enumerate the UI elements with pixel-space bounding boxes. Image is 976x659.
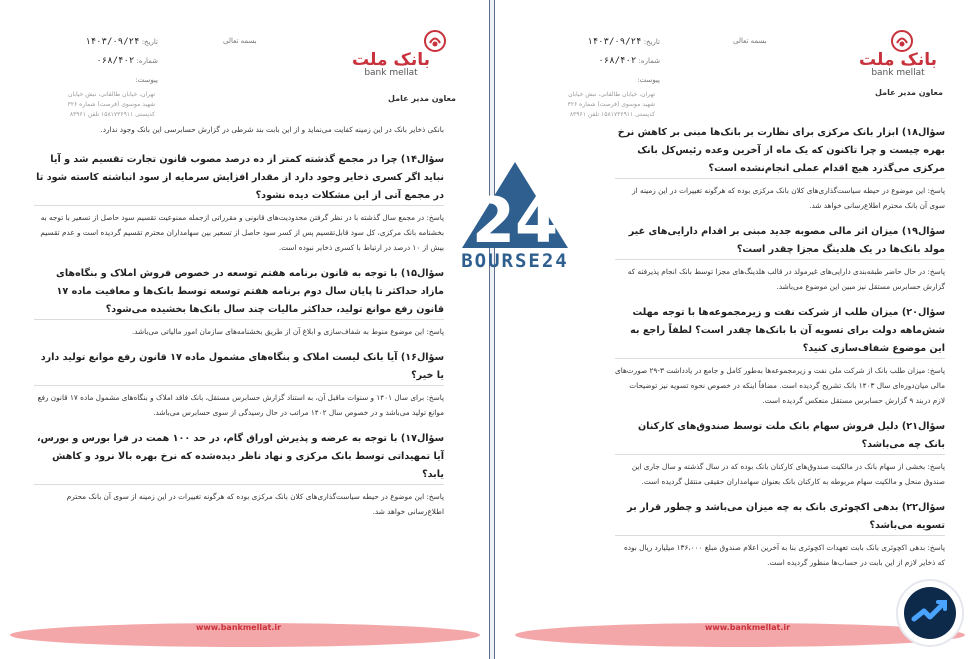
attachment-label: پیوست:: [135, 76, 158, 84]
address-line: کدپستی ۱۵۸۱۷۳۶۹۱۱ تلفن ۸۳۹۶۱: [69, 111, 155, 118]
bank-mellat-logo-icon: [891, 30, 913, 52]
bourse24-logo-icon: [460, 160, 570, 250]
bank-name: بانک ملت: [859, 50, 937, 70]
date-label: تاریخ:: [141, 38, 158, 46]
office-title: معاون مدیر عامل: [875, 88, 943, 97]
letter-meta: [568, 33, 660, 90]
qa-item: [615, 499, 945, 570]
letter-body-right: [615, 124, 945, 580]
bank-mellat-logo-icon: [424, 30, 446, 52]
bank-name-en: bank mellat: [871, 68, 925, 78]
date-value: ۱۴۰۳/۰۹/۲۴: [85, 37, 140, 47]
qa-item: [34, 349, 444, 420]
question: سؤال۱۴) چرا در مجمع گذشته کمتر از ده درصد مصوب قانون تجارت تقسیم شد و آیا نباید اگر کسری ذخایر وجود دارد از مقدار افزایش سرمایه از سود انباشته کاسته شود تا در مجمع آتی از این مشکلات دیده نشود؟: [36, 154, 444, 201]
answer: پاسخ: میزان طلب بانک از شرکت ملی نفت و زیرمجموعه‌ها به‌طور کامل و جامع در یادداشت ۳-۲۹ صورت‌های مالی میان‌دوره‌ای سال ۱۴۰۳ بانک تشریح گردیده است. مضافاً اینکه در خصوص نحوه تسویه نیز توضیحات لازم دربند ۹ گزارش حسابرس مستقل منعکس گردیده است.: [615, 366, 945, 405]
question: سؤال۲۰) میزان طلب از شرکت نفت و زیرمجموعه‌ها با توجه مهلت شش‌ماهه دولت برای تسویه آن با بانک‌ها چقدر است؟ لطفاً راجع به این موضوع شفاف‌سازی کنید؟: [630, 307, 945, 354]
answer: پاسخ: در حال حاضر طبقه‌بندی دارایی‌های غیرمولد در قالب هلدینگ‌های مجزا توسط بانک انجام پذیرفته که گزارش حسابرس مستقل نیز مبین این موضوع می‌باشد.: [627, 267, 945, 291]
bourse24-watermark: [450, 160, 580, 295]
watermark-text: BOURSE24: [461, 250, 569, 272]
address: [535, 90, 655, 120]
qa-item: [615, 223, 945, 294]
footer-url[interactable]: www.bankmellat.ir: [705, 623, 791, 632]
attachment-label: پیوست:: [637, 76, 660, 84]
question: سؤال۱۵) با توجه به قانون برنامه هفتم توسعه در خصوص فروش املاک و بنگاه‌های مازاد حداکثر تا پایان سال دوم برنامه هفتم توسعه توسط بانک‌ها و معافیت ماده ۱۷ قانون رفع موانع تولید، حداکثر مالیات چند سال بانک‌ها بخشیده می‌شود؟: [56, 268, 444, 315]
letter-page-right: [495, 0, 976, 659]
question: سؤال۱۹) میزان اثر مالی مصوبه جدید مبنی بر اقدام دارایی‌های غیر مولد بانک‌ها در یک هلدینگ مجزا چقدر است؟: [628, 226, 945, 255]
address-line: شهید موسوی (فرصت) شماره ۳۲۶: [67, 101, 155, 108]
caption: بسمه تعالی: [223, 37, 257, 45]
question: سؤال۱۷) با توجه به عرضه و پذیرش اوراق گام، در حد ۱۰۰ همت در فرا بورس و بورس، آیا تمهیداتی توسط بانک مرکزی و نهاد ناظر دیده‌شده که نرخ بهره بالا نرود و کاهش یابد؟: [36, 433, 444, 480]
answer: پاسخ: بخشی از سهام بانک در مالکیت صندوق‌های کارکنان بانک بوده که در سال گذشته و سال جاری این صندوق منحل و مالکیت سهام مربوطه به کارکنان بانک بعنوان سهامداران حقیقی منتقل گردیده است.: [631, 462, 945, 486]
qa-item: [34, 430, 444, 519]
answer: پاسخ: در مجمع سال گذشته با در نظر گرفتن محدودیت‌های قانونی و مقرراتی ازجمله ممنوعیت تقسیم سود حاصل از تسعیر با توجه به بخشنامه بانک مرکزی، کل سود قابل‌تقسیم پس از کسر سود حاصل از تسعیر بین سهامداران محترم تقسیم گردیده است و عدم تقسیم بیش از ۱۰ درصد در ارتباط با کسری ذخایر نبوده است.: [40, 213, 444, 252]
address: [35, 90, 155, 120]
corner-badge[interactable]: [896, 579, 964, 647]
address-line: تهران، خیابان طالقانی، نبش خیابان: [68, 91, 155, 98]
date-value: ۱۴۰۳/۰۹/۲۴: [587, 37, 642, 47]
bank-name-en: bank mellat: [364, 68, 418, 78]
bank-name: بانک ملت: [352, 50, 430, 70]
qa-item: [615, 304, 945, 408]
trend-logo-icon: [898, 581, 962, 645]
address-line: شهید موسوی (فرصت) شماره ۳۲۶: [567, 101, 655, 108]
date-label: تاریخ:: [643, 38, 660, 46]
address-line: کدپستی ۱۵۸۱۷۳۶۹۱۱ تلفن ۸۳۹۶۱: [569, 111, 655, 118]
question: سؤال۲۲) بدهی اکچوئری بانک به چه میزان می‌باشد و چطور قرار بر تسویه می‌باشد؟: [627, 502, 945, 531]
bank-brand: [859, 50, 937, 78]
watermark-number: 24: [471, 184, 559, 250]
question: سؤال۱۶) آیا بانک لیست املاک و بنگاه‌های مشمول ماده ۱۷ قانون رفع موانع تولید دارد یا خیر؟: [40, 352, 444, 381]
footer-url[interactable]: www.bankmellat.ir: [196, 623, 282, 632]
qa-item: [34, 151, 444, 255]
letter-meta: [66, 33, 158, 90]
letter-body-left: [34, 122, 444, 529]
intro-text: بانکی ذخایر بانک در این زمینه کفایت می‌نماید و از این بابت بند شرطی در گزارش حسابرسی این بانک وجود ندارد.: [100, 125, 444, 134]
answer: پاسخ: این موضوع منوط به شفاف‌سازی و ابلاغ آن از طریق بخشنامه‌های سازمان امور مالیاتی می‌باشد.: [131, 327, 444, 336]
answer: پاسخ: برای سال ۱۴۰۱ و سنوات ماقبل آن، به استناد گزارش حسابرس مستقل، بانک فاقد املاک و بنگاه‌های مشمول ماده ۱۷ قانون رفع موانع تولید می‌باشد و در خصوص سال ۱۴۰۲ مراتب در حال رسیدگی از سوی حسابرس می‌باشد.: [37, 393, 444, 417]
question: سؤال۱۸) ابزار بانک مرکزی برای نظارت بر بانک‌ها مبنی بر کاهش نرخ بهره چیست و چرا تاکنون که یک ماه از آخرین وعده رئیس‌کل بانک مرکزی می‌گذرد هیچ اقدام عملی انجام‌نشده است؟: [617, 127, 945, 174]
bank-brand: [352, 50, 430, 78]
number-value: ۰۶۸/۴۰۲: [598, 56, 637, 66]
qa-item: [615, 124, 945, 213]
number-label: شماره:: [638, 57, 660, 65]
number-value: ۰۶۸/۴۰۲: [96, 56, 135, 66]
number-label: شماره:: [136, 57, 158, 65]
answer: پاسخ: بدهی اکچوئری بانک بابت تعهدات اکچوئری بنا به آخرین اعلام صندوق مبلغ ۱۳۶،۰۰۰ میلیارد ریال بوده که ذخایر لازم از این بابت در حساب‌ها منظور گردیده است.: [623, 543, 945, 567]
caption: بسمه تعالی: [733, 37, 767, 45]
qa-item: [34, 265, 444, 339]
question: سؤال۲۱) دلیل فروش سهام بانک ملت توسط صندوق‌های کارکنان بانک چه می‌باشد؟: [637, 421, 945, 450]
office-title: معاون مدیر عامل: [388, 94, 456, 103]
answer: پاسخ: این موضوع در حیطه سیاست‌گذاری‌های کلان بانک مرکزی بوده که هرگونه تغییرات در این زمینه از سوی آن بانک محترم اطلاع‌رسانی خواهد شد.: [66, 492, 444, 516]
address-line: تهران، خیابان طالقانی، نبش خیابان: [568, 91, 655, 98]
answer: پاسخ: این موضوع در حیطه سیاست‌گذاری‌های کلان بانک مرکزی بوده که هرگونه تغییرات در این زمینه از سوی آن بانک محترم اطلاع‌رسانی خواهد شد.: [632, 186, 945, 210]
qa-item: [615, 418, 945, 489]
